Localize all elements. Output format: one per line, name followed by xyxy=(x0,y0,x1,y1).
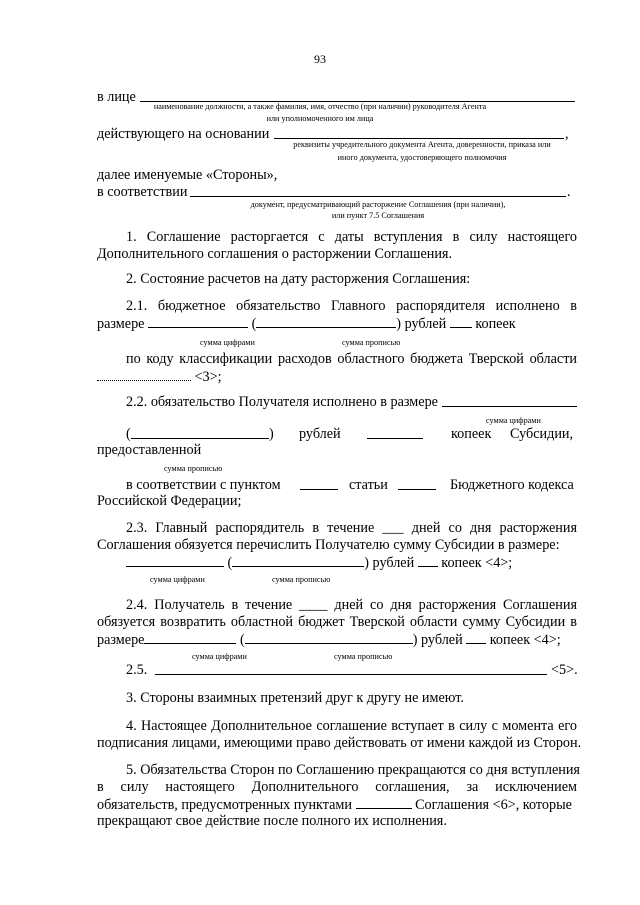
p24-hint-words: сумма прописью xyxy=(334,652,393,661)
p23-hint-digits: сумма цифрами xyxy=(150,575,205,584)
p1-line2: Дополнительного соглашения о расторжении Соглашения. xyxy=(97,246,452,262)
p5-line4: прекращают свое действие после полного их исполнения. xyxy=(97,813,447,829)
p23-kopeek-ref: копеек <4>; xyxy=(441,555,513,571)
p24-line2: обязуется возвратить областной бюджет Тверской области сумму Субсидии в xyxy=(97,614,577,630)
p24-close-rub: ) рублей xyxy=(412,632,463,648)
p22-rubley: рублей xyxy=(299,426,341,442)
p5-line3a: обязательств, предусмотренных пунктами xyxy=(97,797,352,813)
p21-code-field[interactable] xyxy=(97,368,191,381)
p21-sum-digits-field[interactable] xyxy=(148,315,248,328)
hint-basis-2: или пункт 7.5 Соглашения xyxy=(331,211,425,220)
p25-field[interactable] xyxy=(155,674,547,675)
p24-sum-digits-field[interactable] xyxy=(144,631,236,644)
p23-sum-digits-field[interactable] xyxy=(126,554,224,567)
p24-razmere: размере xyxy=(97,632,145,648)
page-number: 93 xyxy=(314,52,326,66)
p24-line1: 2.4. Получатель в течение ____ дней со дня расторжения Соглашения xyxy=(126,597,577,613)
accordance-label: в соответствии xyxy=(97,184,188,200)
p21-close-rub: ) рублей xyxy=(396,316,447,332)
p22-stati-field[interactable] xyxy=(398,489,436,490)
p24-kopeek-ref: копеек <4>; xyxy=(489,632,561,648)
acting-end-comma: , xyxy=(565,126,569,142)
p24-sum-words-field[interactable] xyxy=(245,631,413,644)
p22-subsidii: Субсидии, xyxy=(510,426,574,442)
p22-sum-digits-field[interactable] xyxy=(442,406,577,407)
p22-close-paren: ) xyxy=(269,426,274,442)
p22-stati: статьи xyxy=(349,477,388,493)
acting-label: действующего на основании xyxy=(97,126,270,142)
p21-sum-words-field[interactable] xyxy=(256,315,396,328)
p22-acc-punkt: в соответствии с пунктом xyxy=(126,477,281,493)
p21-razmere: размере xyxy=(97,316,145,332)
p22-open-paren: ( xyxy=(126,426,131,442)
p22-kopeek-field[interactable] xyxy=(367,438,423,439)
acting-basis-line[interactable] xyxy=(274,138,564,139)
p23-sum-words-field[interactable] xyxy=(232,554,364,567)
p2-line1: 2. Состояние расчетов на дату расторжения Соглашения: xyxy=(126,271,471,287)
p5-line1: 5. Обязательства Сторон по Соглашению прекращаются со дня вступления xyxy=(126,762,580,778)
p21-code-end: <3>; xyxy=(194,369,222,385)
p22-hint-words: сумма прописью xyxy=(164,464,223,473)
hint-basis-1: документ, предусматривающий расторжение Соглашения (при наличии), xyxy=(250,200,506,209)
p21-hint-digits: сумма цифрами xyxy=(200,338,255,347)
p21-open-paren: ( xyxy=(251,316,257,332)
p21-kopeek-field[interactable] xyxy=(450,315,472,328)
p23-line2: Соглашения обязуется перечислить Получателю сумму Субсидии в размере: xyxy=(97,537,560,553)
p22-provided: предоставленной xyxy=(97,442,202,458)
p24-hint-digits: сумма цифрами xyxy=(192,652,247,661)
p23-open-paren: ( xyxy=(227,555,233,571)
p22-sum-words-field[interactable] xyxy=(131,438,269,439)
accordance-end-dot: . xyxy=(567,184,571,200)
p22-punkt-field[interactable] xyxy=(300,489,338,490)
p21-hint-words: сумма прописью xyxy=(342,338,401,347)
parties-label: далее именуемые «Стороны», xyxy=(97,167,278,183)
p25-ref: <5>. xyxy=(551,662,578,678)
p23-line1: 2.3. Главный распорядитель в течение ___ дней со дня расторжения xyxy=(126,520,577,536)
p21-line1: 2.1. бюджетное обязательство Главного распорядителя исполнено в xyxy=(126,298,577,314)
p24-kopeek-field[interactable] xyxy=(466,631,486,644)
p24-open-paren: ( xyxy=(240,632,245,648)
p3-line1: 3. Стороны взаимных претензий друг к другу не имеют. xyxy=(126,690,464,706)
p22-budget-code: Бюджетного кодекса xyxy=(450,477,574,493)
p4-line1: 4. Настоящее Дополнительное соглашение вступает в силу с момента его xyxy=(126,718,577,734)
hint-doc-2: иного документа, удостоверяющего полномочия xyxy=(337,153,507,162)
p22-rf: Российской Федерации; xyxy=(97,493,242,509)
p22-line1: 2.2. обязательство Получателя исполнено в размере xyxy=(126,394,438,410)
hint-doc-1: реквизиты учредительного документа Агента, доверенности, приказа или xyxy=(293,140,551,149)
p5-punkty-field[interactable] xyxy=(356,796,412,809)
p23-close-rub: ) рублей xyxy=(364,555,415,571)
p25-label: 2.5. xyxy=(126,662,148,678)
p22-kopeek: копеек xyxy=(451,426,492,442)
p22-hint-digits: сумма цифрами xyxy=(486,416,541,425)
p1-line1: 1. Соглашение расторгается с даты вступления в силу настоящего xyxy=(126,229,577,245)
accordance-line[interactable] xyxy=(190,196,566,197)
p5-line2: в силу настоящего Дополнительного соглашения, за исключением xyxy=(97,779,577,795)
v-litse-label: в лице xyxy=(97,89,136,105)
p5-line3b: Соглашения <6>, которые xyxy=(415,797,572,813)
hint-name-2: или уполномоченного им лица xyxy=(266,114,374,123)
p21-line3: по коду классификации расходов областного бюджета Тверской области xyxy=(126,351,577,367)
p23-kopeek-field[interactable] xyxy=(418,554,438,567)
hint-name-1: наименование должности, а также фамилия, имя, отчество (при наличии) руководителя Агента xyxy=(153,102,487,111)
p4-line2: подписания лицами, имеющими право действовать от имени каждой из Сторон. xyxy=(97,735,582,751)
p21-kopeek: копеек xyxy=(475,316,516,332)
p23-hint-words: сумма прописью xyxy=(272,575,331,584)
